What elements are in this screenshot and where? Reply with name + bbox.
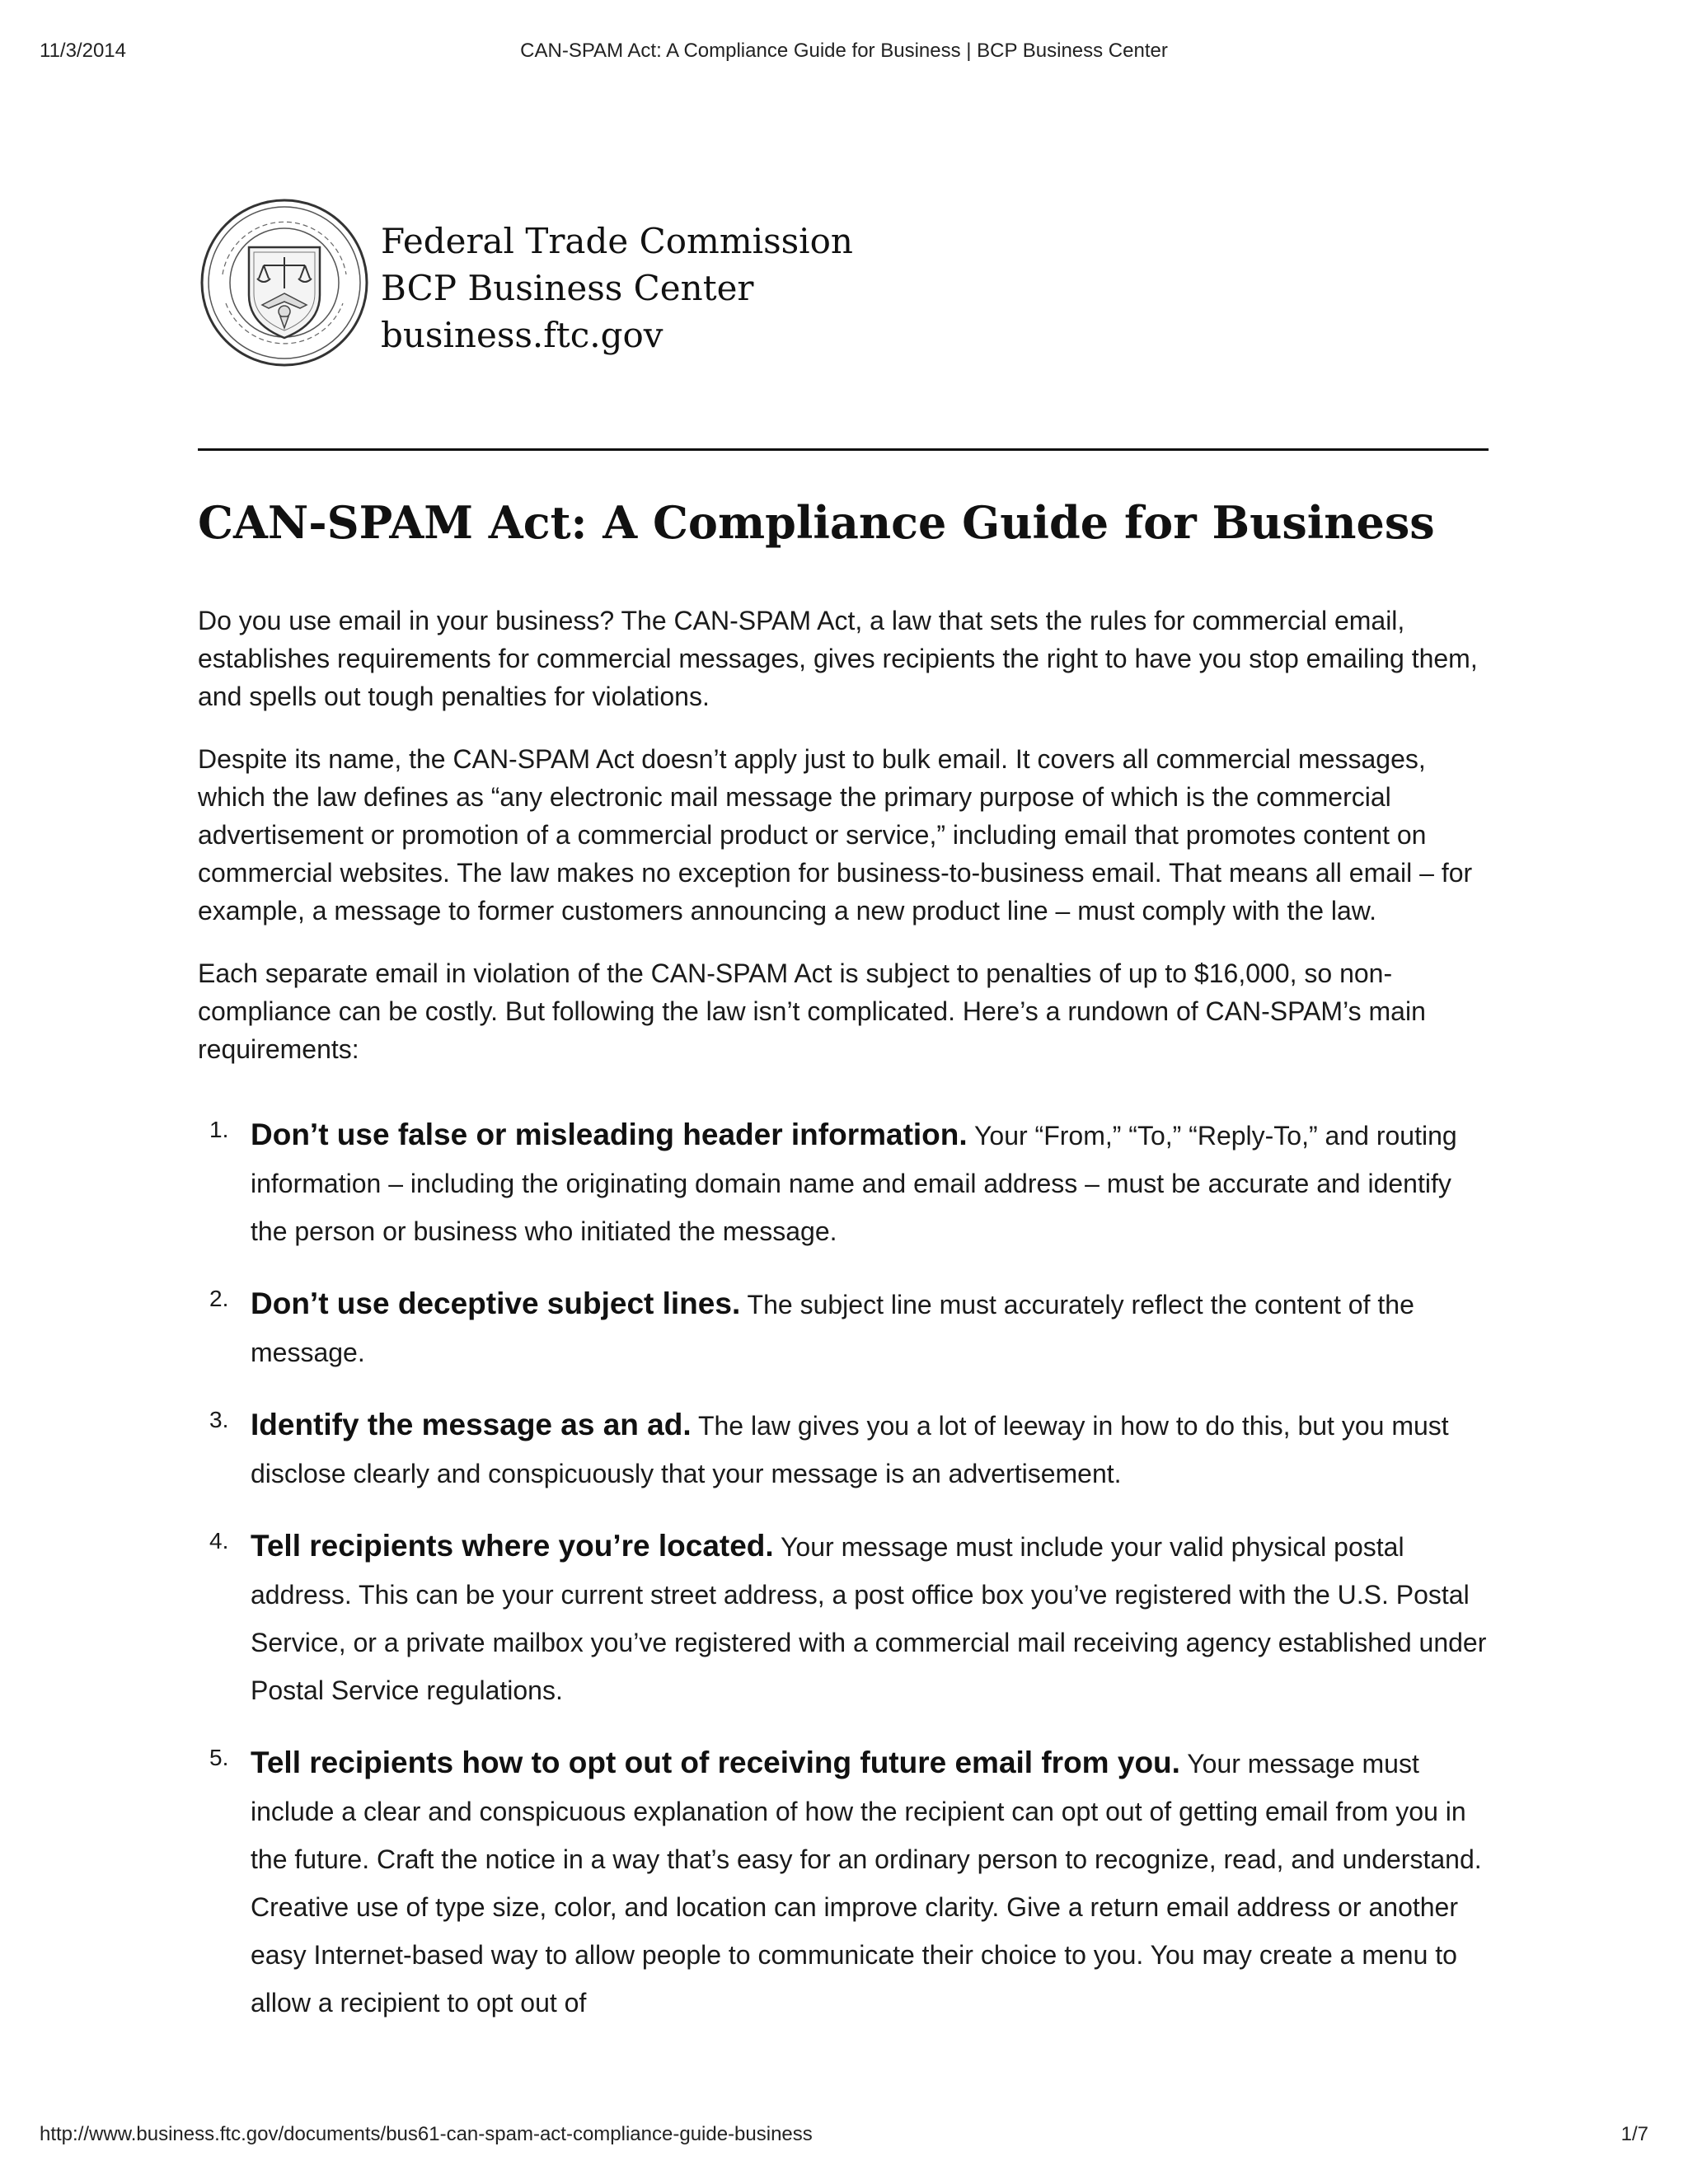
requirement-text: The subject line must accurately reflect the content of the message. — [251, 1290, 1414, 1367]
requirement-number: 1. — [209, 1117, 229, 1142]
brand-line-agency: Federal Trade Commission — [381, 221, 853, 261]
print-footer — [40, 2123, 1648, 2153]
brand-text — [381, 218, 853, 359]
article-title: CAN-SPAM Act: A Compliance Guide for Business — [198, 496, 1435, 549]
requirement-number: 2. — [209, 1286, 229, 1311]
article-paragraph: Each separate email in violation of the CAN-SPAM Act is subject to penalties of up to $16,000, so non-compliance can be costly. But following the law isn’t complicated. Here’s a rundown of CAN-SPAM’s main requirements: — [198, 958, 1426, 1064]
requirement-item — [198, 1739, 1489, 2027]
requirement-number: 5. — [209, 1745, 229, 1770]
page-number: 1/7 — [1620, 2123, 1648, 2145]
ftc-seal-icon — [198, 196, 371, 369]
requirement-item — [198, 1111, 1489, 1255]
ftc-branding — [198, 196, 940, 386]
requirement-text: The law gives you a lot of leeway in how to do this, but you must disclose clearly and conspicuously that your message is an advertisement. — [251, 1411, 1449, 1488]
header-divider — [198, 448, 1489, 451]
requirement-heading: Don’t use deceptive subject lines. — [251, 1286, 741, 1320]
print-page-title: CAN-SPAM Act: A Compliance Guide for Business | BCP Business Center — [520, 40, 1168, 62]
requirement-item — [198, 1522, 1489, 1714]
print-url: http://www.business.ftc.gov/documents/bus61-can-spam-act-compliance-guide-business — [40, 2123, 813, 2145]
article — [198, 491, 1489, 2051]
requirement-number: 3. — [209, 1407, 229, 1432]
requirement-item — [198, 1401, 1489, 1497]
requirement-heading: Tell recipients where you’re located. — [251, 1529, 774, 1563]
requirement-number: 4. — [209, 1528, 229, 1554]
requirement-text: Your “From,” “To,” “Reply-To,” and routing information – including the originating domain name and email address – must be accurate and identify the person or business who initiated the message. — [251, 1121, 1457, 1246]
print-date: 11/3/2014 — [40, 40, 126, 62]
requirement-heading: Tell recipients how to opt out of receiving future email from you. — [251, 1746, 1180, 1779]
brand-line-site: business.ftc.gov — [381, 315, 663, 355]
requirement-heading: Identify the message as an ad. — [251, 1408, 692, 1441]
requirement-heading: Don’t use false or misleading header information. — [251, 1118, 968, 1151]
print-header — [40, 40, 1648, 69]
requirements-list — [198, 1111, 1489, 2027]
article-paragraph: Do you use email in your business? The CAN-SPAM Act, a law that sets the rules for commercial email, establishes requirements for commercial messages, gives recipients the right to have you stop emailing them, and spells out tough penalties for violations. — [198, 606, 1478, 711]
brand-line-center: BCP Business Center — [381, 268, 754, 308]
requirement-text: Your message must include a clear and conspicuous explanation of how the recipient can opt out of getting email from you in the future. Craft the notice in a way that’s easy for an ordinary person to recognize, read, and understand. Creative use of type size, color, and location can improve clarity. Give a return email address or another easy Internet-based way to allow people to communicate their choice to you. You may create a menu to allow a recipient to opt out of — [251, 1749, 1482, 2018]
requirement-item — [198, 1280, 1489, 1376]
article-paragraph: Despite its name, the CAN-SPAM Act doesn’t apply just to bulk email. It covers all commercial messages, which the law defines as “any electronic mail message the primary purpose of which is the commercial advertisement or promotion of a commercial product or service,” including email that promotes content on commercial websites. The law makes no exception for business-to-business email. That means all email – for example, a message to former customers announcing a new product line – must comply with the law. — [198, 744, 1473, 926]
requirement-text: Your message must include your valid physical postal address. This can be your current street address, a post office box you’ve registered with the U.S. Postal Service, or a private mailbox you’ve registered with a commercial mail receiving agency established under Postal Service regulations. — [251, 1532, 1487, 1705]
